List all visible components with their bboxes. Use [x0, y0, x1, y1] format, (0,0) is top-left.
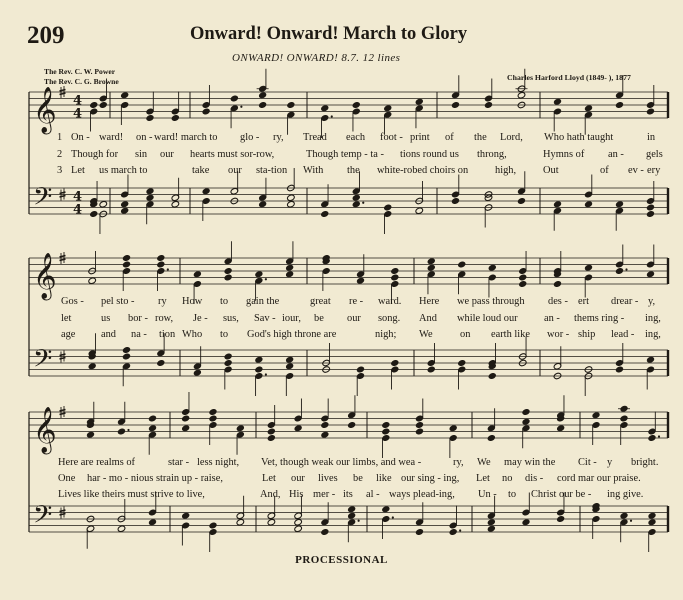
bass-clef-icon: 𝄢 [33, 182, 53, 218]
note-head [620, 415, 629, 423]
lyric-syllable: row, [155, 313, 174, 324]
lyric-syllable: 1 [57, 132, 63, 143]
lyric-syllable: white-robed choirs on [377, 165, 469, 176]
note-head [356, 366, 365, 374]
note-head [88, 362, 97, 370]
note-head [522, 518, 531, 526]
lyric-syllable: tions round us [400, 149, 459, 160]
lyric-syllable: Though for [71, 149, 119, 160]
note-head [321, 528, 330, 536]
note-head [451, 197, 460, 205]
time-signature [73, 94, 82, 122]
lyric-syllable: take [192, 165, 210, 176]
note-head [120, 207, 129, 215]
note-head [230, 95, 239, 103]
lyric-syllable: Here are realms of [58, 457, 136, 468]
note-head [157, 254, 166, 262]
lyric-syllable: Lord, [500, 132, 523, 143]
note-head [122, 346, 131, 354]
lyric-syllable: each [346, 132, 366, 143]
lyric-syllable: iour, [282, 313, 301, 324]
lyric-syllable: y, [648, 296, 656, 307]
note-head [120, 91, 129, 99]
lyric-syllable: Lives like theirs must strive to live, [58, 489, 205, 500]
note-head [415, 528, 424, 536]
note-head [255, 356, 264, 364]
lyric-syllable: in [647, 132, 656, 143]
note-head [347, 421, 356, 429]
lyric-syllable: ing, [645, 329, 661, 340]
note-head [122, 254, 131, 262]
note-head [267, 428, 276, 436]
lyric-syllable: One [58, 473, 76, 484]
note-head [646, 270, 655, 278]
lyric-syllable: ward! [99, 132, 124, 143]
lyric-syllable: ship [578, 329, 596, 340]
note-head [224, 359, 233, 367]
note-head [285, 270, 294, 278]
note-head [181, 512, 190, 520]
lyric-syllable: ev - [628, 165, 644, 176]
note-head [146, 114, 155, 122]
lyric-syllable: no [502, 473, 513, 484]
lyric-syllable: Tread [303, 132, 327, 143]
note-head [356, 277, 365, 285]
note-head [592, 411, 601, 419]
note-head [487, 525, 496, 533]
lyric-syllable: us [101, 313, 111, 324]
lyric-syllable: With [303, 165, 324, 176]
note-head [202, 187, 211, 195]
note-head [620, 512, 629, 520]
lyric-syllable: Who hath taught [544, 132, 614, 143]
note-head [258, 91, 267, 99]
treble-clef-icon: 𝄞 [33, 87, 57, 133]
lyric-syllable: thems ring - [574, 313, 625, 324]
lyric-syllable: drear - [611, 296, 639, 307]
note-head [86, 431, 95, 439]
lyric-syllable: and [101, 329, 117, 340]
lyric-syllable: al - [366, 489, 380, 500]
lyric-syllable: na - [131, 329, 147, 340]
note-head [391, 274, 400, 282]
lyric-syllable: And, [260, 489, 281, 500]
note-head [117, 428, 126, 436]
lyric-syllable: its [343, 489, 353, 500]
note-head [347, 512, 356, 520]
note-head [415, 98, 424, 106]
lyric-syllable: may win the [504, 457, 556, 468]
lyric-syllable: Who [182, 329, 203, 340]
lyric-syllable: Vet, though weak our limbs, and wea - [261, 457, 422, 468]
note-head [391, 359, 400, 367]
note-head [224, 353, 233, 361]
note-head [122, 261, 131, 269]
lyric-syllable: sin [135, 149, 148, 160]
lyric-syllable: like [376, 473, 392, 484]
note-head [148, 424, 157, 432]
lyric-syllable: lives [318, 473, 338, 484]
note-head [181, 424, 190, 432]
note-head [391, 267, 400, 275]
note-head [89, 210, 98, 218]
note-head [487, 518, 496, 526]
note-head [382, 505, 391, 513]
lyric-syllable: ing give. [607, 489, 644, 500]
lyric-syllable: Christ our be - [531, 489, 592, 500]
lyric-syllable: Hymns of [543, 149, 585, 160]
lyric-syllable: on [460, 329, 471, 340]
note-head [347, 505, 356, 513]
note-head [415, 207, 424, 215]
note-head [556, 515, 565, 523]
note-head [488, 372, 497, 380]
lyric-syllable: ry [158, 296, 167, 307]
lyric-syllable: ward. [378, 296, 402, 307]
lyric-syllable: earth like [491, 329, 530, 340]
lyric-syllable: We [419, 329, 433, 340]
lyric-syllable: we pass through [457, 296, 525, 307]
lyric-syllable: our sing - ing, [401, 473, 460, 484]
note-head [122, 353, 131, 361]
note-head [209, 408, 218, 416]
note-head [117, 525, 126, 533]
composer-credit: Charles Harford Lloyd (1849- ), 1877 [507, 73, 631, 82]
lyric-syllable: Gos - [61, 296, 84, 307]
lyric-syllable: cord mar our praise. [557, 473, 641, 484]
note-head [148, 518, 157, 526]
treble-clef-icon: 𝄞 [33, 407, 57, 453]
note-head [287, 194, 296, 202]
note-head [255, 366, 264, 374]
lyric-syllable: How [182, 296, 203, 307]
lyric-syllable: His [289, 489, 304, 500]
note-head [383, 104, 392, 112]
note-head [449, 424, 458, 432]
note-head [415, 428, 424, 436]
note-head [646, 356, 655, 364]
note-head [584, 104, 593, 112]
lyric-syllable: let [61, 313, 72, 324]
bass-clef-icon: 𝄢 [33, 344, 53, 380]
note-head [171, 200, 180, 208]
note-head [457, 359, 466, 367]
note-head [294, 518, 303, 526]
lyric-syllable: foot - [380, 132, 403, 143]
lyric-syllable: of [445, 132, 454, 143]
lyric-syllable: to [220, 329, 229, 340]
note-head [427, 366, 436, 374]
footer-label: PROCESSIONAL [295, 554, 388, 566]
lyric-syllable: On - [71, 132, 90, 143]
lyric-syllable: the [474, 132, 487, 143]
note-head [382, 421, 391, 429]
note-head [209, 415, 218, 423]
lyric-syllable: be [353, 473, 363, 484]
lyric-syllable: re - [349, 296, 364, 307]
note-head [646, 108, 655, 116]
note-head [615, 366, 624, 374]
lyric-syllable: to [220, 296, 229, 307]
note-head [320, 210, 329, 218]
svg-text:4: 4 [73, 189, 83, 205]
lyric-syllable: bor - [128, 313, 148, 324]
note-head [615, 267, 624, 275]
lyric-syllable: Cit - [578, 457, 597, 468]
note-head [99, 200, 108, 208]
note-head [383, 204, 392, 212]
note-head [255, 270, 264, 278]
note-head [157, 359, 166, 367]
note-head [518, 280, 527, 288]
lyric-syllable: Sav - [254, 313, 276, 324]
lyric-syllable: ert [578, 296, 589, 307]
lyric-syllable: star - [168, 457, 190, 468]
note-head [171, 114, 180, 122]
lyric-syllable: print [410, 132, 430, 143]
note-head [294, 525, 303, 533]
lyric-syllable: hearts must sor-row, [190, 149, 275, 160]
svg-text:4: 4 [73, 106, 83, 122]
note-head [267, 434, 276, 442]
author-credit: The Rev. C. W. Power [44, 67, 116, 76]
hymn-title: Onward! Onward! March to Glory [190, 24, 468, 44]
lyric-syllable: tion [159, 329, 176, 340]
note-head [584, 264, 593, 272]
lyric-syllable: Let [262, 473, 276, 484]
note-head [553, 98, 562, 106]
lyric-syllable: our [160, 149, 174, 160]
note-head [320, 104, 329, 112]
note-head [236, 424, 245, 432]
lyric-syllable: lead - [611, 329, 635, 340]
lyric-syllable: ery [647, 165, 661, 176]
note-head [99, 101, 108, 109]
lyric-syllable: an - [544, 313, 560, 324]
note-head [224, 267, 233, 275]
lyric-syllable: throng, [477, 149, 507, 160]
lyric-syllable: ward! march to [154, 132, 218, 143]
note-head [553, 280, 562, 288]
lyric-syllable: dis - [525, 473, 544, 484]
lyric-syllable: the [347, 165, 360, 176]
note-head [294, 424, 303, 432]
lyric-syllable: ing, [645, 313, 661, 324]
lyric-syllable: bright. [631, 457, 659, 468]
note-head [522, 418, 531, 426]
note-head [209, 522, 218, 530]
note-head [258, 101, 267, 109]
svg-text:4: 4 [73, 202, 83, 218]
note-head [484, 101, 493, 109]
note-head [88, 277, 97, 285]
lyric-syllable: be [314, 313, 324, 324]
lyric-syllable: And [419, 313, 437, 324]
lyric-syllable: our [228, 165, 242, 176]
note-head [488, 264, 497, 272]
note-head [518, 274, 527, 282]
note-head [352, 101, 361, 109]
note-head [646, 210, 655, 218]
note-head [427, 257, 436, 265]
lyric-syllable: des - [548, 296, 568, 307]
note-head [258, 200, 267, 208]
lyric-syllable: song. [378, 313, 401, 324]
lyric-syllable: ways plead-ing, [389, 489, 455, 500]
lyric-syllable: our [291, 473, 305, 484]
note-head [522, 408, 531, 416]
note-head [181, 415, 190, 423]
note-head [193, 369, 202, 377]
lyric-syllable: while loud our [457, 313, 518, 324]
note-head [285, 356, 294, 364]
note-head [427, 264, 436, 272]
note-head [287, 101, 296, 109]
lyric-syllable: 3 [57, 165, 63, 176]
note-head [451, 101, 460, 109]
note-head [148, 415, 157, 423]
treble-clef-icon: 𝄞 [33, 253, 57, 299]
hymn-number: 209 [27, 22, 65, 49]
note-head [146, 194, 155, 202]
note-head [146, 187, 155, 195]
note-head [517, 91, 526, 99]
note-head [648, 518, 657, 526]
lyric-syllable: our [347, 313, 361, 324]
lyric-syllable: nigh; [375, 329, 397, 340]
note-head [321, 431, 330, 439]
lyric-syllable: high, [495, 165, 517, 176]
note-head [202, 108, 211, 116]
lyric-syllable: y [607, 457, 613, 468]
lyric-syllable: gels [646, 149, 663, 160]
music-system [29, 392, 668, 552]
note-head [415, 421, 424, 429]
lyric-syllable: on - [136, 132, 153, 143]
note-head [584, 200, 593, 208]
lyric-syllable: We [477, 457, 491, 468]
note-head [89, 101, 98, 109]
note-head [457, 261, 466, 269]
lyric-syllable: mer - [313, 489, 336, 500]
note-head [352, 200, 361, 208]
lyric-syllable: us march to [99, 165, 148, 176]
note-head [352, 194, 361, 202]
note-head [157, 261, 166, 269]
note-head [615, 200, 624, 208]
lyric-syllable: sus, [223, 313, 239, 324]
lyric-syllable: ry, [453, 457, 464, 468]
note-head [285, 362, 294, 370]
lyric-syllable: 2 [57, 149, 63, 160]
lyric-syllable: less night, [197, 457, 240, 468]
svg-text:4: 4 [73, 93, 83, 109]
note-head [648, 434, 657, 442]
lyric-syllable: Let [476, 473, 490, 484]
note-head [285, 264, 294, 272]
note-head [224, 274, 233, 282]
note-head [382, 428, 391, 436]
author-credit: The Rev. C. G. Browne [44, 77, 119, 86]
lyric-syllable: age [61, 329, 76, 340]
note-head [517, 197, 526, 205]
lyric-syllable: sta-tion [256, 165, 288, 176]
note-head [449, 528, 458, 536]
lyric-syllable: Je - [193, 313, 208, 324]
lyric-syllable: Let [71, 165, 85, 176]
lyric-syllable: har - mo - nious strain up - raise, [87, 473, 223, 484]
lyric-syllable: Out [543, 165, 559, 176]
lyric-syllable: of [600, 165, 609, 176]
time-signature [73, 190, 82, 218]
note-head [487, 434, 496, 442]
bass-clef-icon: 𝄢 [33, 500, 53, 536]
lyric-syllable: Though temp - ta - [306, 149, 384, 160]
lyric-syllable: wor - [547, 329, 570, 340]
lyric-syllable: Un - [478, 489, 497, 500]
note-head [556, 424, 565, 432]
note-head [193, 270, 202, 278]
lyric-syllable: great [310, 296, 331, 307]
lyric-syllable: glo - [240, 132, 260, 143]
note-head [267, 518, 276, 526]
note-head [287, 200, 296, 208]
lyric-syllable: gain the [246, 296, 280, 307]
note-head [648, 512, 657, 520]
note-head [615, 101, 624, 109]
lyric-syllable: ry, [273, 132, 284, 143]
lyric-syllable: pel sto - [101, 296, 135, 307]
note-head [120, 200, 129, 208]
note-head [646, 204, 655, 212]
tune-meter-line: ONWARD! ONWARD! 8.7. 12 lines [232, 52, 401, 64]
lyric-syllable: God's high throne are [247, 329, 337, 340]
note-head [236, 518, 245, 526]
note-head [321, 421, 330, 429]
lyric-syllable: to [508, 489, 517, 500]
lyric-syllable: Here [419, 296, 440, 307]
lyric-syllable: an - [608, 149, 624, 160]
note-head [553, 200, 562, 208]
